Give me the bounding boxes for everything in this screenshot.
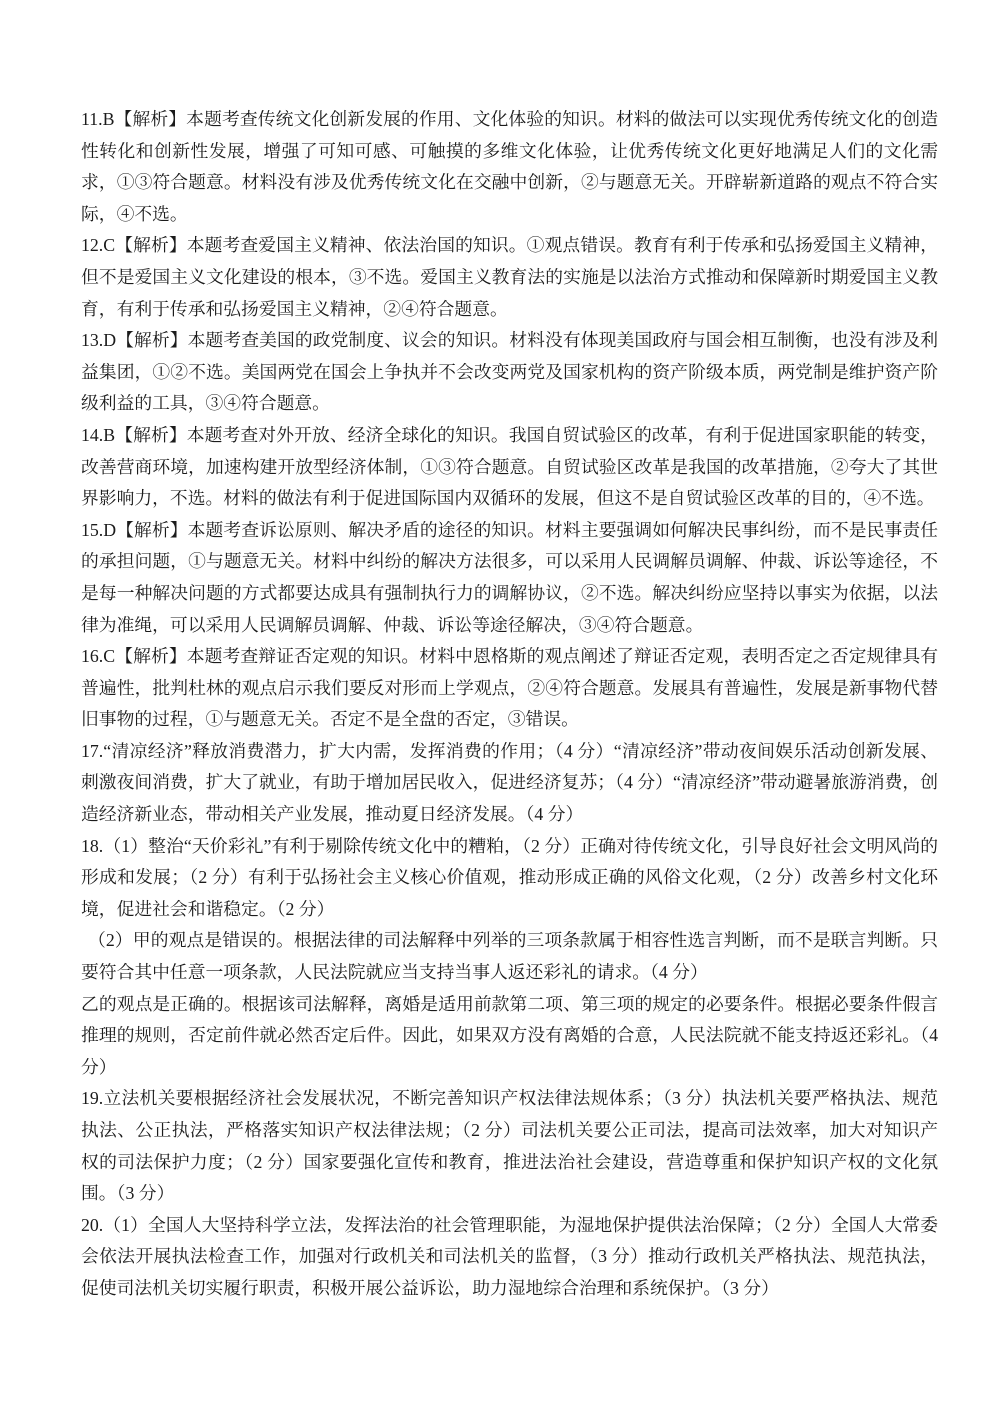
answer-item-19: 19.立法机关要根据经济社会发展状况，不断完善知识产权法律法规体系；（3 分）执法机关要严格执法、规范执法、公正执法，严格落实知识产权法律法规；（2 分）司法机关要公正司法，提高司法效率，加大对知识产权的司法保护力度；（2 分）国家要强化宣传和教育，推进法治社会建设，营造尊重和保护知识产权的文化氛围。（3 分）	[81, 1088, 938, 1204]
answer-item-13: 13.D【解析】本题考查美国的政党制度、议会的知识。材料没有体现美国政府与国会相互制衡，也没有涉及利益集团，①②不选。美国两党在国会上争执并不会改变两党及国家机构的资产阶级本质，两党制是维护资产阶级利益的工具，③④符合题意。	[81, 330, 938, 414]
answer-item-17: 17.“清凉经济”释放消费潜力，扩大内需，发挥消费的作用；（4 分）“清凉经济”带动夜间娱乐活动创新发展、刺激夜间消费，扩大了就业，有助于增加居民收入，促进经济复苏；（4 分）“清凉经济”带动避暑旅游消费，创造经济新业态，带动相关产业发展，推动夏日经济发展。（4 分）	[81, 740, 938, 825]
answer-item-18-part2-yi: 乙的观点是正确的。根据该司法解释，离婚是适用前款第二项、第三项的规定的必要条件。根据必要条件假言推理的规则，否定前件就必然否定后件。因此，如果双方没有离婚的合意，人民法院就不能支持返还彩礼。（4 分）	[81, 993, 938, 1077]
answer-item-20: 20.（1）全国人大坚持科学立法，发挥法治的社会管理职能，为湿地保护提供法治保障；（2 分）全国人大常委会依法开展执法检查工作，加强对行政机关和司法机关的监督，（3 分）推动行政机关严格执法、规范执法，促使司法机关切实履行职责，积极开展公益诉讼，助力湿地综合治理和系统保护。（3 分）	[81, 1214, 938, 1298]
answer-item-14: 14.B【解析】本题考查对外开放、经济全球化的知识。我国自贸试验区的改革，有利于促进国家职能的转变，改善营商环境，加速构建开放型经济体制，①③符合题意。自贸试验区改革是我国的改革措施，②夸大了其世界影响力，不选。材料的做法有利于促进国际国内双循环的发展，但这不是自贸试验区改革的目的，④不选。	[81, 424, 938, 509]
answer-item-11: 11.B【解析】本题考查传统文化创新发展的作用、文化体验的知识。材料的做法可以实现优秀传统文化的创造性转化和创新性发展，增强了可知可感、可触摸的多维文化体验，让优秀传统文化更好地满足人们的文化需求，①③符合题意。材料没有涉及优秀传统文化在交融中创新，②与题意无关。开辟崭新道路的观点不符合实际，④不选。	[81, 109, 938, 224]
answer-item-16: 16.C【解析】本题考查辩证否定观的知识。材料中恩格斯的观点阐述了辩证否定观，表明否定之否定规律具有普遍性，批判杜林的观点启示我们要反对形而上学观点，②④符合题意。发展具有普遍性，发展是新事物代替旧事物的过程，①与题意无关。否定不是全盘的否定，③错误。	[81, 646, 938, 730]
answer-item-12: 12.C【解析】本题考查爱国主义精神、依法治国的知识。①观点错误。教育有利于传承和弘扬爱国主义精神，但不是爱国主义文化建设的根本，③不选。爱国主义教育法的实施是以法治方式推动和保障新时期爱国主义教育，有利于传承和弘扬爱国主义精神，②④符合题意。	[81, 235, 938, 319]
answer-item-15: 15.D【解析】本题考查诉讼原则、解决矛盾的途径的知识。材料主要强调如何解决民事纠纷，而不是民事责任的承担问题，①与题意无关。材料中纠纷的解决方法很多，可以采用人民调解员调解、仲裁、诉讼等途径，不是每一种解决问题的方式都要达成具有强制执行力的调解协议，②不选。解决纠纷应坚持以事实为依据，以法律为准绳，可以采用人民调解员调解、仲裁、诉讼等途径解决，③④符合题意。	[81, 519, 938, 635]
answer-item-18-part1: 18.（1）整治“天价彩礼”有利于剔除传统文化中的糟粕，（2 分）正确对待传统文化，引导良好社会文明风尚的形成和发展；（2 分）有利于弘扬社会主义核心价值观，推动形成正确的风俗文化观，（2 分）改善乡村文化环境，促进社会和谐稳定。（2 分）	[81, 835, 938, 919]
answer-item-18-part2-jia: （2）甲的观点是错误的。根据法律的司法解释中列举的三项条款属于相容性选言判断，而不是联言判断。只要符合其中任意一项条款，人民法院就应当支持当事人返还彩礼的请求。（4 分）	[81, 930, 938, 983]
answer-explanations-list	[81, 104, 938, 1305]
